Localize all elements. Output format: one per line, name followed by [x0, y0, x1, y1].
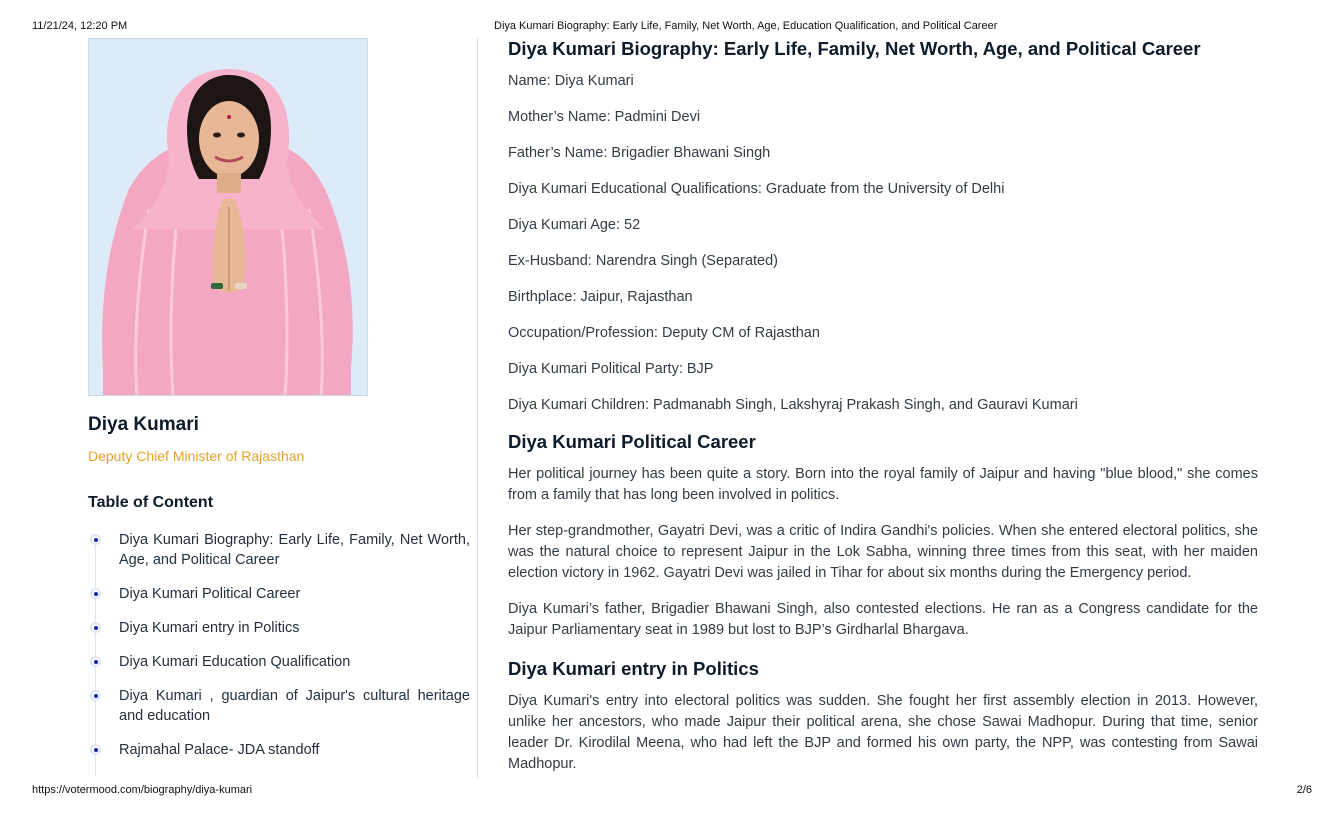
- fact-age: Diya Kumari Age: 52: [508, 217, 641, 233]
- bullet-dot-icon: [90, 744, 101, 755]
- column-divider: [477, 38, 478, 778]
- fact-name: Name: Diya Kumari: [508, 73, 634, 89]
- fact-education: Diya Kumari Educational Qualifications: Graduate from the University of Delhi: [508, 181, 1005, 197]
- bullet-dot-icon: [90, 588, 101, 599]
- fact-children: Diya Kumari Children: Padmanabh Singh, Lakshyraj Prakash Singh, and Gauravi Kumari: [508, 397, 1078, 413]
- bullet-dot-icon: [90, 656, 101, 667]
- article-body: [508, 38, 1258, 775]
- toc-item-label: Diya Kumari Political Career: [119, 586, 301, 602]
- bullet-dot-icon: [90, 690, 101, 701]
- section-heading-entry-in-politics: Diya Kumari entry in Politics: [508, 658, 759, 679]
- toc-item-entry-in-politics[interactable]: [88, 618, 470, 638]
- paragraph: Diya Kumari’s father, Brigadier Bhawani Singh, also contested elections. He ran as a Congress candidate for the Jaipur Parliamentary seat in 1989 but lost to BJP’s Girdharlal Bhargava.: [508, 601, 1258, 638]
- toc-item-label: Rajmahal Palace- JDA standoff: [119, 742, 320, 758]
- toc-item-biography[interactable]: [88, 530, 470, 570]
- article-title: Diya Kumari Biography: Early Life, Family, Net Worth, Age, and Political Career: [508, 38, 1201, 59]
- profile-name: Diya Kumari: [88, 414, 199, 435]
- fact-father: Father’s Name: Brigadier Bhawani Singh: [508, 145, 771, 161]
- toc-item-cultural-heritage[interactable]: [88, 686, 470, 726]
- portrait-illustration: [89, 39, 368, 396]
- toc-item-political-career[interactable]: [88, 584, 470, 604]
- toc-item-rajmahal-palace[interactable]: [88, 740, 470, 760]
- paragraph: Her step-grandmother, Gayatri Devi, was a critic of Indira Gandhi's policies. When she entered electoral politics, she was the natural choice to represent Jaipur in the Lok Sabha, winning three times from this seat, with her maiden election victory in 1962. Gayatri Devi was jailed in Tihar for about six months during the Emergency period.: [508, 523, 1258, 581]
- fact-birthplace: Birthplace: Jaipur, Rajasthan: [508, 289, 693, 305]
- bullet-dot-icon: [90, 534, 101, 545]
- section-heading-political-career: Diya Kumari Political Career: [508, 431, 756, 452]
- print-date: 11/21/24, 12:20 PM: [32, 20, 128, 32]
- fact-occupation: Occupation/Profession: Deputy CM of Rajasthan: [508, 325, 820, 341]
- bullet-dot-icon: [90, 622, 101, 633]
- fact-ex-husband: Ex-Husband: Narendra Singh (Separated): [508, 253, 779, 269]
- toc-item-label: Diya Kumari Biography: Early Life, Family, Net Worth, Age, and Political Career: [119, 532, 470, 568]
- print-header-title: Diya Kumari Biography: Early Life, Family, Net Worth, Age, Education Qualification, and Political Career: [494, 20, 998, 32]
- paragraph: Diya Kumari's entry into electoral politics was sudden. She fought her first assembly election in 2013. However, unlike her ancestors, who made Jaipur their political arena, she chose Sawai Madhopur. During that time, senior leader Dr. Kirodilal Meena, who had left the BJP and formed his own party, the NPP, was contesting from Sawai Madhopur.: [508, 693, 1258, 772]
- fact-mother: Mother’s Name: Padmini Devi: [508, 109, 701, 125]
- fact-party: Diya Kumari Political Party: BJP: [508, 361, 714, 377]
- toc-item-label: Diya Kumari Education Qualification: [119, 654, 351, 670]
- print-footer-url: https://votermood.com/biography/diya-kumari: [32, 784, 253, 796]
- toc-item-label: Diya Kumari entry in Politics: [119, 620, 300, 636]
- toc-title: Table of Content: [88, 494, 214, 511]
- profile-role: Deputy Chief Minister of Rajasthan: [88, 448, 305, 464]
- profile-sidebar: [88, 38, 470, 774]
- table-of-contents: [88, 530, 470, 760]
- toc-item-label: Diya Kumari , guardian of Jaipur's cultural heritage and education: [119, 688, 470, 724]
- paragraph: Her political journey has been quite a story. Born into the royal family of Jaipur and having "blue blood," she comes from a family that has long been involved in politics.: [508, 466, 1258, 503]
- profile-photo: [88, 38, 368, 396]
- print-page-number: 2/6: [1296, 784, 1312, 796]
- toc-item-education[interactable]: [88, 652, 470, 672]
